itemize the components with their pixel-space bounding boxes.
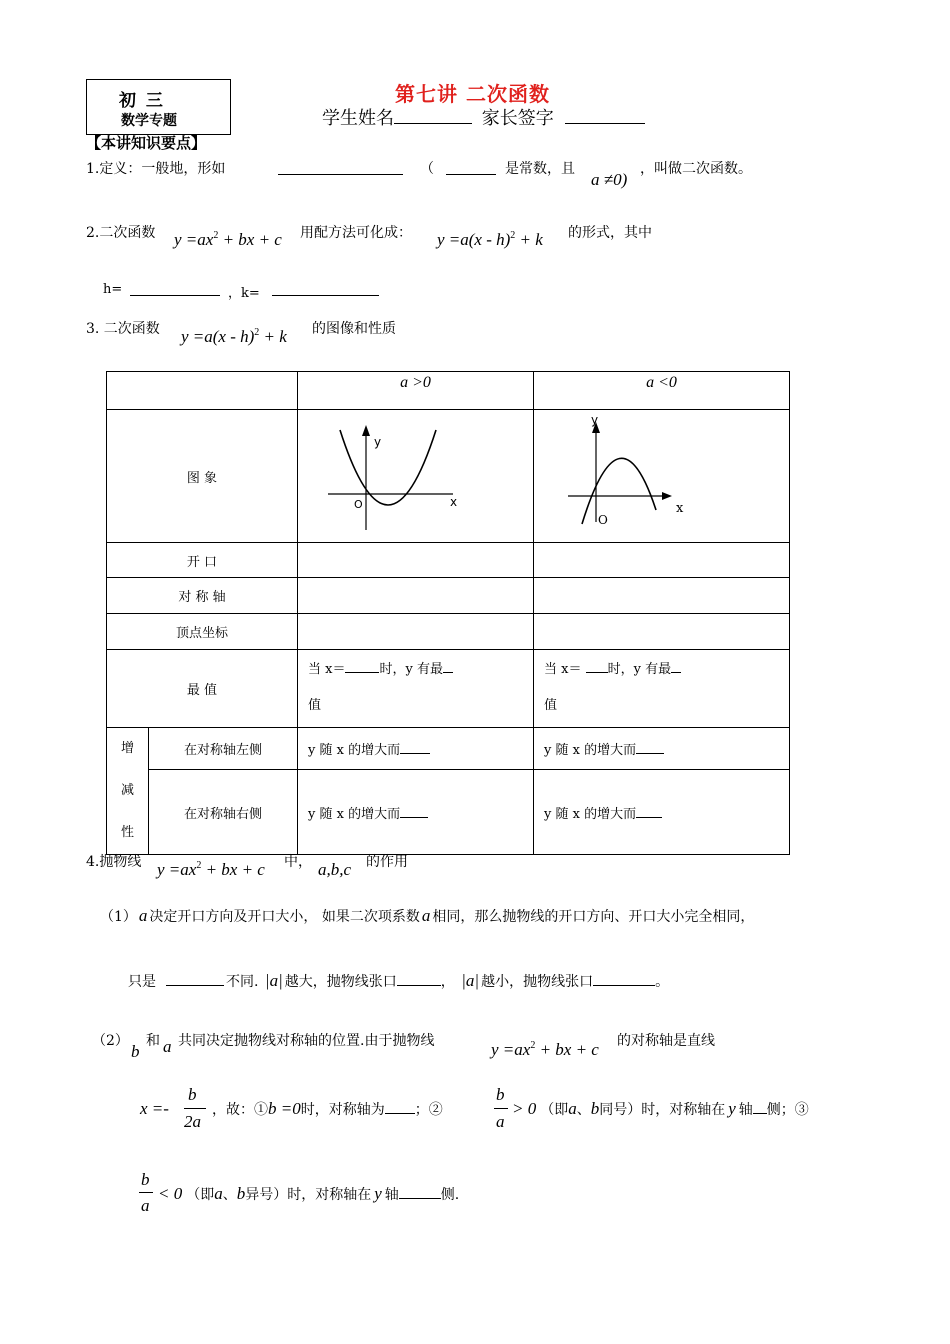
q1-mid: 是常数，且 [505, 161, 575, 177]
q2-h-blank [130, 281, 220, 296]
q1-paren: （ [420, 161, 434, 177]
topic-badge [86, 79, 231, 135]
case3-frac-bar [139, 1192, 153, 1193]
p2-case2-line: > 0 （即a、b同号）时，对称轴在 y 轴 侧；③ [512, 1099, 809, 1118]
q1-post: ，叫做二次函数。 [640, 161, 752, 177]
p2-text-2: 的对称轴是直线 [617, 1033, 715, 1049]
right-a-positive: y 随 x 的增大而 [298, 770, 534, 855]
q1-blank-2 [446, 160, 496, 175]
row-label-image: 图 象 [107, 410, 298, 543]
case3-frac-num: b [141, 1170, 150, 1189]
vertex-a-positive [298, 614, 534, 650]
q2-k-blank [272, 281, 379, 296]
student-name-blank [394, 109, 472, 124]
p2-and: 和 [146, 1033, 160, 1049]
downward-parabola-graph [534, 410, 790, 538]
q1-condition: a ≠0) [591, 170, 628, 189]
row-label-opening: 开 口 [107, 543, 298, 578]
q1-prefix: 1.定义：一般地，形如 [86, 161, 226, 177]
q4-prefix: 4.抛物线 [86, 854, 142, 870]
axis-frac-den: 2a [184, 1112, 201, 1131]
q1-line [86, 158, 225, 178]
header-a-negative: a <0 [534, 372, 790, 410]
badge-subject: 数学专题 [121, 113, 177, 129]
q2-prefix: 2.二次函数 [86, 225, 156, 241]
left-a-positive: y 随 x 的增大而 [298, 728, 534, 770]
y-axis-label: y [374, 435, 382, 449]
q3-prefix: 3. 二次函数 [86, 321, 160, 337]
q4-post: 的作用 [366, 854, 408, 870]
p2-case3-line: < 0 （即a、b异号）时，对称轴在 y 轴 侧. [158, 1184, 460, 1203]
q2-k-label: ，k= [228, 286, 260, 301]
p1-line1: （1） a 决定开口方向及开口大小， 如果二次项系数 a 相同，那么抛物线的开口方向、开口大小完全相同， [100, 906, 755, 925]
q2-vertex-form: y =a(x - h)$^2$ + k [437, 230, 543, 249]
origin-label-2: O [598, 513, 608, 527]
opening-a-positive [298, 543, 534, 578]
section-heading: 【本讲知识要点】 [86, 134, 207, 152]
p2-case-line: ，故：①b =0时，对称轴为 ；② [212, 1099, 443, 1118]
header-empty [107, 372, 298, 410]
p2-var-a: a [163, 1037, 172, 1056]
right-a-negative: y 随 x 的增大而 [534, 770, 790, 855]
parent-sign-label: 家长签字 [481, 108, 554, 129]
student-name-label: 学生姓名 [322, 108, 394, 129]
vertex-a-negative [534, 614, 790, 650]
x-axis-label-2: x [676, 501, 684, 516]
left-a-negative: y 随 x 的增大而 [534, 728, 790, 770]
p2-text-1: 共同决定抛物线对称轴的位置.由于抛物线 [178, 1033, 435, 1049]
properties-table [106, 371, 790, 855]
p2-line1: （2） [92, 1033, 129, 1049]
opening-a-negative [534, 543, 790, 578]
label-left-of-axis: 在对称轴左侧 [149, 728, 298, 770]
signature-line [322, 104, 645, 130]
axis-a-negative [534, 578, 790, 614]
axis-a-positive [298, 578, 534, 614]
row-label-axis: 对 称 轴 [107, 578, 298, 614]
graph-upward-cell [298, 410, 534, 543]
axis-formula-lhs: x =- [140, 1099, 169, 1118]
case3-frac-den: a [141, 1196, 150, 1215]
parent-sign-blank [565, 109, 645, 124]
label-right-of-axis: 在对称轴右侧 [149, 770, 298, 855]
p2-standard-form: $y =ax^2$ + bx + c [491, 1040, 599, 1059]
y-axis-label-2: y [591, 413, 599, 427]
q3-post: 的图像和性质 [312, 321, 396, 337]
q2-h-label: h= [103, 282, 123, 297]
q2-mid: 用配方法可化成： [300, 225, 412, 241]
p2-var-b: b [131, 1042, 140, 1061]
q4-standard-form: $y =ax^2$ + bx + c [157, 860, 265, 879]
row-label-monotonicity: 增 减 性 [107, 728, 149, 855]
graph-downward-cell [534, 410, 790, 543]
extreme-a-negative: 当 x＝ 时，y 有最 值 [534, 650, 790, 728]
axis-frac-num: b [188, 1085, 197, 1104]
q4-coefficients: a,b,c [318, 860, 352, 879]
extreme-a-positive: 当 x＝ 时，y 有最 值 [298, 650, 534, 728]
q3-vertex-form: y =a(x - h)$^2$ + k [181, 327, 287, 346]
x-axis-label: x [450, 495, 458, 509]
case2-frac-den: a [496, 1112, 505, 1131]
upward-parabola-graph [298, 410, 534, 538]
case2-frac-bar [494, 1108, 508, 1109]
axis-frac-bar [184, 1108, 206, 1109]
row-label-vertex: 顶点坐标 [107, 614, 298, 650]
q2-post: 的形式，其中 [568, 225, 652, 241]
case2-frac-num: b [496, 1085, 505, 1104]
row-label-extreme: 最 值 [107, 650, 298, 728]
q2-standard-form: $y =ax^2$ + bx + c [174, 230, 282, 249]
header-a-positive: a >0 [298, 372, 534, 410]
q1-blank-1 [278, 160, 403, 175]
badge-grade: 初 三 [119, 91, 165, 111]
page-title: 第七讲 二次函数 [395, 82, 550, 106]
q4-mid: 中， [284, 854, 312, 870]
origin-label: O [354, 498, 363, 511]
p1-line2: 只是 不同. |a| 越大，抛物线张口 ， |a| 越小，抛物线张口 。 [128, 971, 670, 990]
